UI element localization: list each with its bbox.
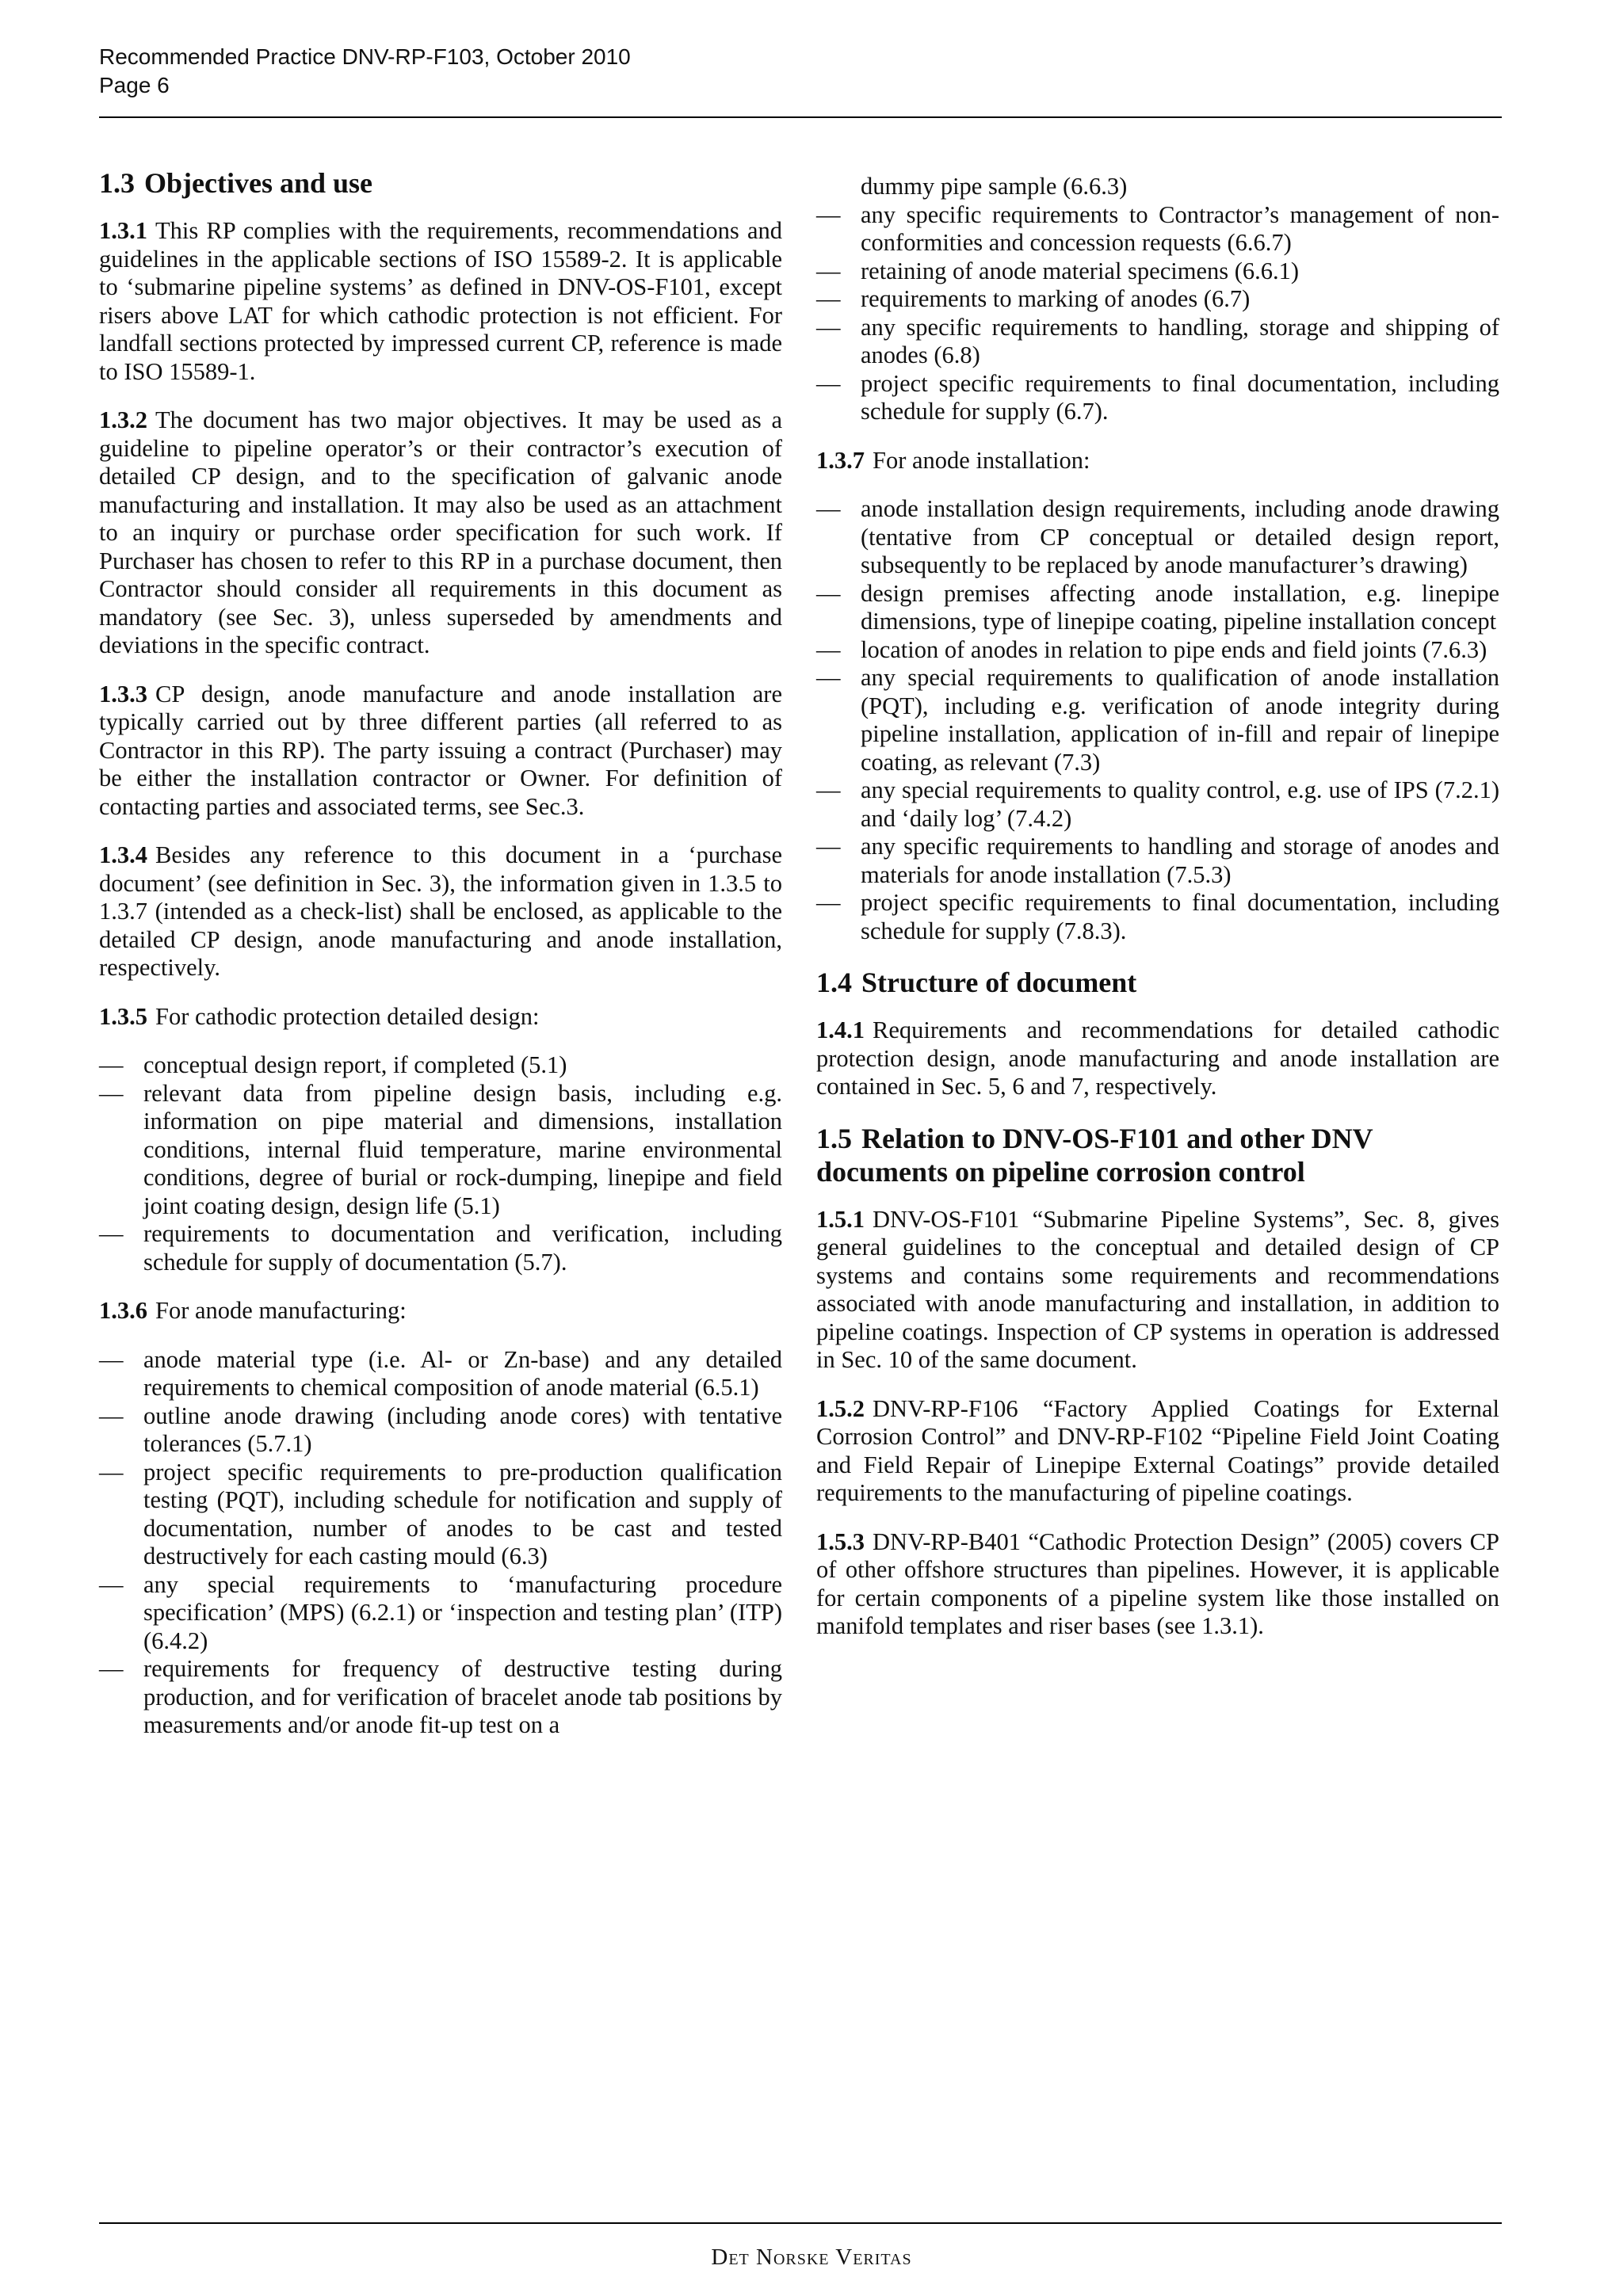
clause-number: 1.3.5 [99, 1002, 147, 1030]
list-item: — anode installation design requirements, including anode drawing (tentative from CP conceptual or detailed design report, subsequently to be replaced by anode manufacturer’s drawing) [816, 495, 1499, 580]
section-heading-1-5 [816, 1122, 1499, 1188]
list-item: — project specific requirements to final documentation, including schedule for supply (7.8.3). [816, 889, 1499, 945]
clause-number: 1.5.1 [816, 1205, 865, 1233]
list-anode-manufacturing-continued [816, 201, 1499, 426]
list-item: — any special requirements to quality control, e.g. use of IPS (7.2.1) and ‘daily log’ (7.4.2) [816, 776, 1499, 833]
paragraph-text: DNV-RP-B401 “Cathodic Protection Design” (2005) covers CP of other offshore structures than pipelines. However, it is applicable for certain components of a pipeline system like those installed on manifold templates and riser bases (see 1.3.1). [816, 1527, 1499, 1639]
footer-divider [99, 2222, 1502, 2224]
paragraph-1-3-2 [99, 406, 782, 660]
list-item: — anode material type (i.e. Al- or Zn-base) and any detailed requirements to chemical composition of anode material (6.5.1) [99, 1346, 782, 1402]
paragraph-text: Besides any reference to this document in a ‘purchase document’ (see definition in Sec. 3), the information given in 1.3.5 to 1.3.7 (intended as a check-list) shall be enclosed, as applicable to the detailed CP design, anode manufacturing and anode installation, respectively. [99, 841, 782, 981]
list-item: — outline anode drawing (including anode cores) with tentative tolerances (5.7.1) [99, 1402, 782, 1459]
paragraph-text: The document has two major objectives. It may be used as a guideline to pipeline operator’s or their contractor’s execution of detailed CP design, and to the specification of galvanic anode manufacturing and installation. It may also be used as an attachment to an inquiry or purchase order specification for such work. If Purchaser has chosen to refer to this RP in a purchase document, then Contractor should consider all requirements in this document as mandatory (see Sec. 3), unless superseded by amendments and deviations in the specific contract. [99, 406, 782, 658]
section-number: 1.4 [816, 967, 852, 998]
list-item: — any specific requirements to handling, storage and shipping of anodes (6.8) [816, 314, 1499, 370]
list-anode-manufacturing [99, 1346, 782, 1740]
paragraph-1-5-1 [816, 1206, 1499, 1375]
paragraph-text: Requirements and recommendations for detailed cathodic protection design, anode manufacturing and anode installation are contained in Sec. 5, 6 and 7, respectively. [816, 1016, 1499, 1100]
clause-number: 1.5.3 [816, 1527, 865, 1555]
section-heading-1-4 [816, 966, 1499, 999]
list-item: — retaining of anode material specimens (6.6.1) [816, 257, 1499, 286]
paragraph-1-3-6 [99, 1297, 782, 1325]
paragraph-1-3-3 [99, 681, 782, 822]
list-item: — any special requirements to qualification of anode installation (PQT), including e.g. verification of anode integrity during pipeline installation, application of in-fill and repair of linepipe coating, as relevant (7.3) [816, 664, 1499, 776]
list-item: — design premises affecting anode installation, e.g. linepipe dimensions, type of linepipe coating, pipeline installation concept [816, 580, 1499, 636]
list-item: — location of anodes in relation to pipe ends and field joints (7.6.3) [816, 636, 1499, 665]
section-title: Structure of document [861, 967, 1137, 998]
clause-number: 1.3.7 [816, 446, 865, 474]
right-column [816, 173, 1499, 1661]
list-item: — conceptual design report, if completed (5.1) [99, 1051, 782, 1080]
list-item-continuation: dummy pipe sample (6.6.3) [861, 173, 1128, 200]
list-item: — project specific requirements to final documentation, including schedule for supply (6.7). [816, 370, 1499, 426]
list-item: — project specific requirements to pre-production qualification testing (PQT), including schedule for notification and supply of documentation, number of anodes to be cast and tested destructively for each casting mould (6.3) [99, 1459, 782, 1571]
list-item: — any specific requirements to handling and storage of anodes and materials for anode installation (7.5.3) [816, 833, 1499, 889]
section-number: 1.3 [99, 167, 135, 199]
paragraph-text: For cathodic protection detailed design: [155, 1002, 540, 1030]
paragraph-1-3-4 [99, 841, 782, 982]
section-number: 1.5 [816, 1122, 852, 1154]
paragraph-text: For anode manufacturing: [155, 1297, 407, 1324]
list-item: — requirements to marking of anodes (6.7) [816, 285, 1499, 314]
page-footer [0, 2244, 1623, 2271]
page-header [99, 43, 1502, 100]
section-title: Relation to DNV-OS-F101 and other DNV documents on pipeline corrosion control [816, 1122, 1373, 1188]
paragraph-1-5-3 [816, 1528, 1499, 1641]
clause-number: 1.4.1 [816, 1016, 865, 1043]
left-column [99, 166, 782, 1760]
paragraph-text: This RP complies with the requirements, recommendations and guidelines in the applicable sections of ISO 15589-2. It is applicable to ‘submarine pipeline systems’ as defined in DNV-OS-F101, except risers above LAT for which cathodic protection is not efficient. For landfall sections protected by impressed current CP, reference is made to ISO 15589-1. [99, 217, 782, 385]
paragraph-1-3-7 [816, 447, 1499, 475]
paragraph-1-5-2 [816, 1395, 1499, 1508]
section-heading-1-3 [99, 166, 782, 200]
list-anode-installation [816, 495, 1499, 945]
publisher-name: Det Norske Veritas [711, 2245, 912, 2270]
paragraph-text: CP design, anode manufacture and anode installation are typically carried out by three different parties (all referred to as Contractor in this RP). The party issuing a contract (Purchaser) may be either the installation contractor or Owner. For definition of contacting parties and associated terms, see Sec.3. [99, 680, 782, 820]
clause-number: 1.5.2 [816, 1394, 865, 1422]
clause-number: 1.3.3 [99, 680, 147, 707]
clause-number: 1.3.2 [99, 406, 147, 433]
list-item: — requirements to documentation and verification, including schedule for supply of documentation (5.7). [99, 1220, 782, 1276]
list-cp-design [99, 1051, 782, 1276]
list-item: — relevant data from pipeline design basis, including e.g. information on pipe material and dimensions, installation conditions, internal fluid temperature, marine environmental conditions, degree of burial or rock-dumping, linepipe and field joint coating design, design life (5.1) [99, 1080, 782, 1221]
paragraph-text: DNV-OS-F101 “Submarine Pipeline Systems”, Sec. 8, gives general guidelines to the conceptual and detailed design of CP systems and contains some requirements and recommendations associated with anode manufacturing and installation, in addition to pipeline coatings. Inspection of CP systems in operation is addressed in Sec. 10 of the same document. [816, 1205, 1499, 1373]
header-divider [99, 116, 1502, 118]
paragraph-1-3-5 [99, 1003, 782, 1032]
list-item: — any specific requirements to Contractor’s management of non-conformities and concession requests (6.6.7) [816, 201, 1499, 257]
page-number: Page 6 [99, 73, 170, 97]
clause-number: 1.3.6 [99, 1297, 147, 1324]
clause-number: 1.3.1 [99, 217, 147, 244]
paragraph-text: DNV-RP-F106 “Factory Applied Coatings for External Corrosion Control” and DNV-RP-F102 “Pipeline Field Joint Coating and Field Repair of Linepipe External Coatings” provide detailed requirements to the manufacturing of pipeline coatings. [816, 1394, 1499, 1506]
document-title: Recommended Practice DNV-RP-F103, October 2010 [99, 44, 631, 69]
paragraph-1-4-1 [816, 1016, 1499, 1101]
clause-number: 1.3.4 [99, 841, 147, 868]
list-item: — requirements for frequency of destructive testing during production, and for verification of bracelet anode tab positions by measurements and/or anode fit-up test on a [99, 1655, 782, 1740]
paragraph-text: For anode installation: [873, 446, 1090, 474]
list-item: — any special requirements to ‘manufacturing procedure specification’ (MPS) (6.2.1) or ‘inspection and testing plan’ (ITP) (6.4.2) [99, 1571, 782, 1656]
paragraph-1-3-1 [99, 217, 782, 386]
section-title: Objectives and use [144, 167, 372, 199]
